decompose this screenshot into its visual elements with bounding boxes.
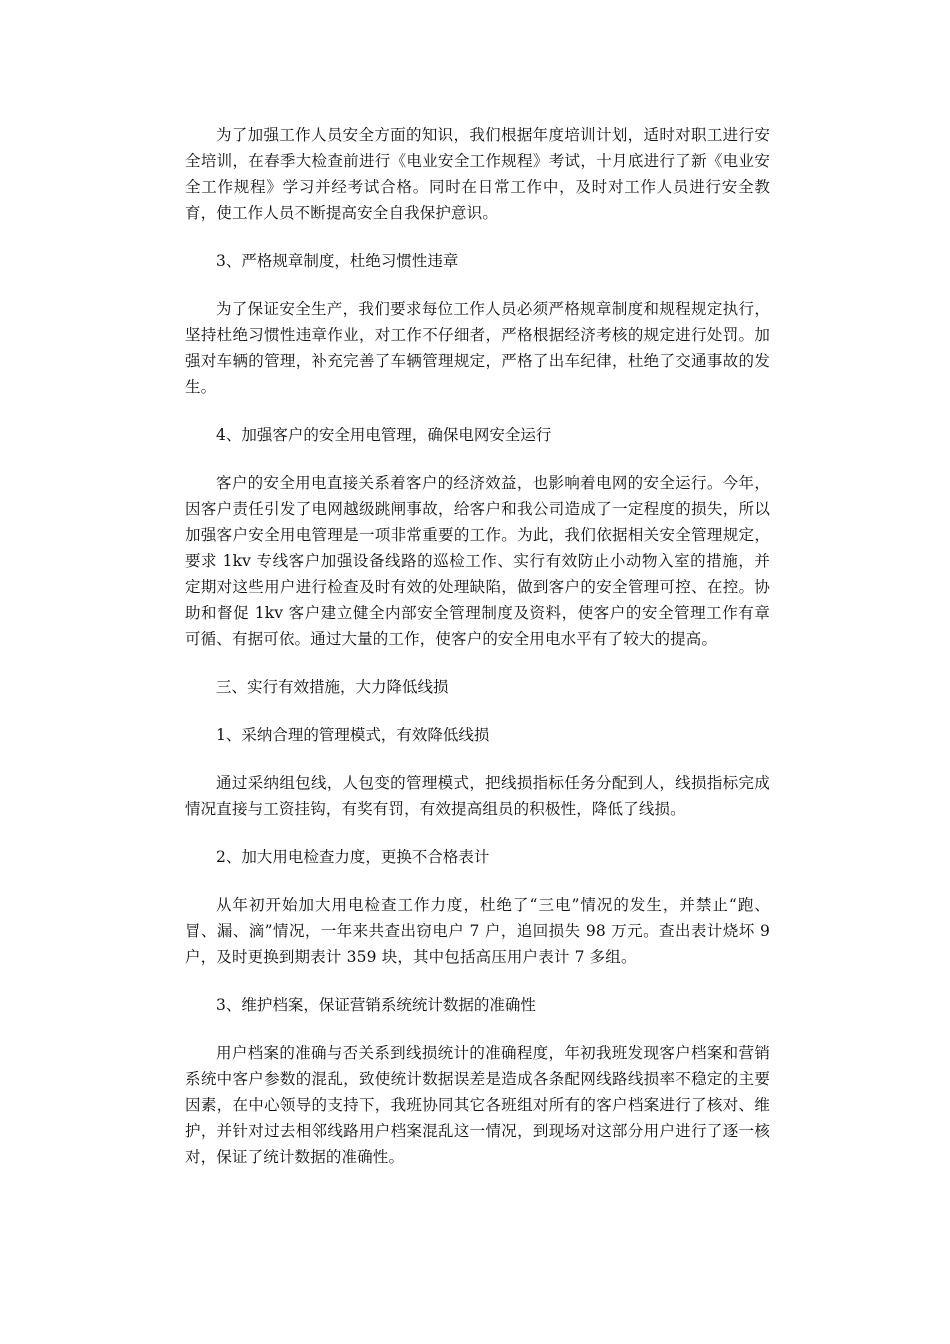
paragraph-safety-training: 为了加强工作人员安全方面的知识，我们根据年度培训计划，适时对职工进行安全培训，在春季大检查前进行《电业安全工作规程》考试，十月底进行了新《电业安全工作规程》学习并经考试合格。同时在日常工作中，及时对工作人员进行安全教育，使工作人员不断提高安全自我保护意识。 xyxy=(185,126,770,222)
heading-section-three: 三、实行有效措施，大力降低线损 xyxy=(216,678,449,696)
heading-management-model: 1、采纳合理的管理模式，有效降低线损 xyxy=(216,726,490,744)
document-body xyxy=(185,122,770,1170)
heading-strict-rules: 3、严格规章制度，杜绝习惯性违章 xyxy=(216,252,459,270)
paragraph-archives: 用户档案的准确与否关系到线损统计的准确程度，年初我班发现客户档案和营销系统中客户参数的混乱，致使统计数据误差是造成各条配网线路线损率不稳定的主要因素，在中心领导的支持下，我班协同其它各班组对所有的客户档案进行了核对、维护，并针对过去相邻线路用户档案混乱这一情况，到现场对这部分用户进行了逐一核对，保证了统计数据的准确性。 xyxy=(185,1044,770,1166)
paragraph-inspection: 从年初开始加大用电检查工作力度，杜绝了“三电”情况的发生，并禁止“跑、冒、漏、滴”情况，一年来共查出窃电户 7 户，追回损失 98 万元。查出表计烧坏 9 户，及时更换到期表计 359 块，其中包括高压用户表计 7 多组。 xyxy=(185,896,770,966)
heading-archives: 3、维护档案，保证营销系统统计数据的准确性 xyxy=(216,996,536,1014)
heading-inspection: 2、加大用电检查力度，更换不合格表计 xyxy=(216,848,490,866)
paragraph-customer-safety: 客户的安全用电直接关系着客户的经济效益，也影响着电网的安全运行。今年，因客户责任引发了电网越级跳闸事故，给客户和我公司造成了一定程度的损失，所以加强客户安全用电管理是一项非常重要的工作。为此，我们依据相关安全管理规定，要求 1kv 专线客户加强设备线路的巡检工作、实行有效防止小动物入室的措施，并定期对这些用户进行检查及时有效的处理缺陷，做到客户的安全管理可控、在控。协助和督促 1kv 客户建立健全内部安全管理制度及资料，使客户的安全管理工作有章可循、有据可依。通过大量的工作，使客户的安全用电水平有了较大的提高。 xyxy=(185,474,770,648)
paragraph-management-model: 通过采纳组包线，人包变的管理模式，把线损指标任务分配到人，线损指标完成情况直接与工资挂钩，有奖有罚，有效提高组员的积极性，降低了线损。 xyxy=(185,774,770,818)
heading-customer-safety: 4、加强客户的安全用电管理，确保电网安全运行 xyxy=(216,426,552,444)
paragraph-strict-rules: 为了保证安全生产，我们要求每位工作人员必须严格规章制度和规程规定执行，坚持杜绝习惯性违章作业，对工作不仔细者，严格根据经济考核的规定进行处罚。加强对车辆的管理，补充完善了车辆管理规定，严格了出车纪律，杜绝了交通事故的发生。 xyxy=(185,300,770,396)
